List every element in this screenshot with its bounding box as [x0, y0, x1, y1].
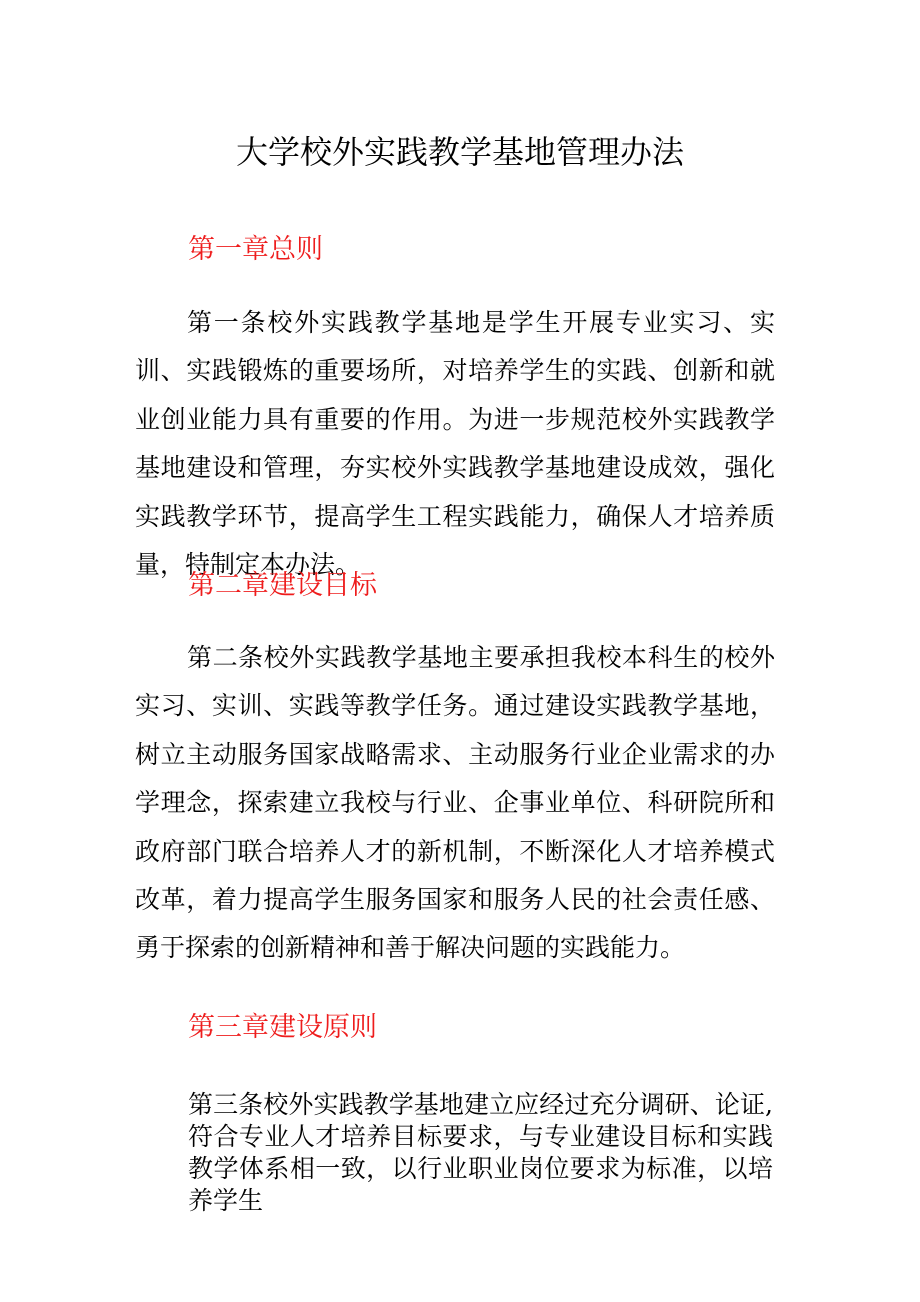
- chapter-heading-2: 第二章建设目标: [188, 570, 377, 601]
- article-paragraph-3: 第三条校外实践教学基地建立应经过充分调研、论证,符合专业人才培养目标要求，与专业建设目标和实践教学体系相一致，以行业职业岗位要求为标准，以培养学生: [188, 1090, 773, 1215]
- article-paragraph-1: 第一条校外实践教学基地是学生开展专业实习、实训、实践锻炼的重要场所，对培养学生的实践、创新和就业创业能力具有重要的作用。为进一步规范校外实践教学基地建设和管理，夯实校外实践教学基地建设成效，强化实践教学环节，提高学生工程实践能力，确保人才培养质量，特制定本办法。: [135, 308, 775, 580]
- document-title: 大学校外实践教学基地管理办法: [235, 133, 684, 171]
- chapter-heading-3: 第三章建设原则: [188, 1012, 377, 1043]
- chapter-heading-1: 第一章总则: [188, 234, 323, 265]
- article-paragraph-2: 第二条校外实践教学基地主要承担我校本科生的校外实习、实训、实践等教学任务。通过建设实践教学基地，树立主动服务国家战略需求、主动服务行业企业需求的办学理念，探索建立我校与行业、企事业单位、科研院所和政府部门联合培养人才的新机制，不断深化人才培养模式改革，着力提高学生服务国家和服务人民的社会责任感、勇于探索的创新精神和善于解决问题的实践能力。: [135, 643, 775, 963]
